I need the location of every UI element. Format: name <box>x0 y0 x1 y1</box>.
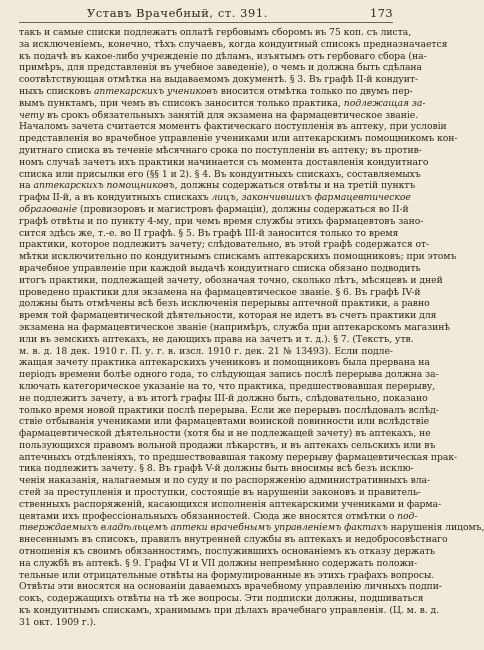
text-line: къ кондуитнымъ спискамъ, хранимымъ при дѣлахъ врачебнаго управленія. (Ц. м. в. д. <box>19 605 440 617</box>
text-line: жащая зачету практика аптекарскихъ учениковъ и помощниковъ была прервана на <box>19 357 430 369</box>
text-line: графѣ отвѣты и по пункту 4-му, при чемъ время службы этихъ фармацевтовъ зано- <box>19 215 424 227</box>
text-line: номъ случаѣ зачетъ ихъ практики начинается съ момента доставленія кондуитнаго <box>19 156 429 168</box>
text-line: стей за преступленія и проступки, состоящіе въ нарушеніи законовъ и правитель- <box>19 487 421 499</box>
text-line: тика подлежитъ зачету. § 8. Въ графѣ V-й должны быть вносимы всѣ безъ исклю- <box>19 463 414 475</box>
text-line: на аптекарскихъ помощниковъ, должны содержаться отвѣты и на третій пунктъ <box>19 180 416 192</box>
running-head: Уставъ Врачебный, ст. 391. <box>87 6 268 20</box>
text-line: ныхъ списковъ аптекарскихъ учениковъ вносится отмѣтка только по двумъ пер- <box>19 85 413 97</box>
text-line: образованіе (провизоровъ и магистровъ фармаціи), должны содержаться во II-й <box>19 203 409 215</box>
text-line: такъ и самые списки подлежатъ оплатѣ гербовымъ сборомъ въ 75 коп. съ листа, <box>19 27 412 38</box>
text-line: врачебное управленіе при каждой выдачѣ кондуитнаго списка обязано подводить <box>19 262 421 274</box>
text-line: къ подачѣ въ какое-либо учрежденіе по дѣламъ, изъятымъ отъ гербоваго сбора (на- <box>19 50 427 62</box>
page-header <box>19 6 393 23</box>
text-line: тельные или отрицательные отвѣты на формулированные въ этихъ графахъ вопросы. <box>19 569 435 581</box>
text-line: не подлежитъ зачету, а въ итогѣ графы III-й должно быть, слѣдовательно, показано <box>19 392 428 404</box>
text-line: ключать категорическое указаніе на то, что практика, предшествовавшая перерыву, <box>19 380 436 392</box>
body-text <box>19 27 484 629</box>
text-line: м. в. д. 18 дек. 1910 г. П. у. г. в. изсл. 1910 г. дек. 21 № 13493). Если подле- <box>19 345 393 357</box>
text-line: сится здѣсь же, т.-е. во II графѣ. § 5. Въ графѣ III-й заносится только то время <box>19 227 399 239</box>
text-line: ственныхъ распоряженій, касающихся исполненія аптекарскими учениками и фарма- <box>19 498 442 510</box>
text-line: итогъ практики, подлежащей зачету, обозначая точно, сколько лѣтъ, мѣсяцевъ и дней <box>19 274 443 286</box>
text-line: вымъ пунктамъ, при чемъ въ списокъ заносится только практика, подлежащая за- <box>19 97 426 109</box>
text-line: должны быть отмѣчены всѣ безъ исключенія перерывы аптечной практики, а равно <box>19 298 430 310</box>
text-line: на службѣ въ аптекѣ. § 9. Графы VI и VII должны непремѣнно содержать положи- <box>19 557 418 569</box>
text-line: аптечныхъ отдѣленіяхъ, то предшествовавшая такому перерыву фармацевтическая прак- <box>19 451 458 463</box>
text-line: за исключеніемъ, конечно, тѣхъ случаевъ, когда кондуитный списокъ предназначается <box>19 38 448 50</box>
text-line: Отвѣты эти вносятся на основаніи даваемыхъ врачебному управленію личныхъ подпи- <box>19 581 442 593</box>
text-line: отношенія къ своимъ обязанностямъ, послужившихъ основаніемъ къ отказу держать <box>19 546 435 558</box>
text-line: примѣръ, для представленія въ учебное заведеніе), о чемъ и должна быть сдѣлана <box>19 62 423 74</box>
text-line: практики, которое подлежитъ зачету; слѣдовательно, въ этой графѣ содержатся от- <box>19 239 430 251</box>
text-line: цевтами ихъ профессіональныхъ обязанностей. Сюда же вносятся отмѣтки о под- <box>19 510 418 522</box>
page-number: 173 <box>370 6 393 20</box>
text-line: только время новой практики послѣ перерыва. Если же перерывъ послѣдовалъ вслѣд- <box>19 404 439 416</box>
text-line: чету въ срокъ обязательныхъ занятій для экзамена на фармацевтическое званіе. <box>19 109 419 121</box>
text-line: представленія во врачебное управленіе учениками или аптекарскимъ помощникомъ кон- <box>19 133 458 145</box>
text-line: или въ земскихъ аптекахъ, не дающихъ права на зачетъ и т. д.). § 7. (Текстъ, утв. <box>19 333 414 345</box>
text-line: мѣтки исключительно по кондуитнымъ спискамъ аптекарскихъ помощниковъ; при этомъ <box>19 251 457 263</box>
text-line: фармацевтической дѣятельности (хотя бы и не подлежащей зачету) въ аптекахъ, не <box>19 428 431 440</box>
text-line: дуитнаго списка въ теченіе мѣсячнаго срока по поступленіи въ аптеку; въ против- <box>19 144 422 156</box>
text-line: 31 окт. 1909 г.). <box>19 616 97 628</box>
text-line: ченія наказанія, налагаемыя и по суду и по распоряженію административныхъ вла- <box>19 475 431 487</box>
text-line: соотвѣтствующая отмѣтка на выдаваемомъ документѣ. § 3. Въ графѣ II-й кондуит- <box>19 74 419 86</box>
text-line: пользующихся правомъ вольной продажи лѣкарствъ, и въ аптекахъ сельскихъ или въ <box>19 439 436 451</box>
text-line: Началомъ зачета считается моментъ фактическаго поступленія въ аптеку, при условіи <box>19 121 447 133</box>
text-line: тверждаемыхъ владѣльцемъ аптеки врачебнымъ управленіемъ фактахъ нарушенія лицомъ, <box>19 522 484 534</box>
text-line: періодъ времени болѣе одного года, то слѣдующая запись послѣ перерыва должна за- <box>19 369 439 381</box>
text-line: списка или присылки его (§§ 1 и 2). § 4. Въ кондуитныхъ спискахъ, составляемыхъ <box>19 168 421 180</box>
text-line: внесеннымъ въ списокъ, правилъ внутренней службы въ аптекахъ и недобросовѣстнаго <box>19 534 448 546</box>
text-line: экзамена на фармацевтическое званіе (напримѣръ, служба при аптекарскомъ магазинѣ <box>19 321 450 333</box>
text-line: графы II-й, а въ кондуитныхъ спискахъ лицъ, закончившихъ фармацевтическое <box>19 192 411 204</box>
text-line: сокъ, содержащихъ отвѣты на тѣ же вопросы. Эти подписки должны, подшиваться <box>19 593 424 605</box>
text-line: проведено практики для экзамена на фармацевтическое званіе. § 6. Въ графѣ IV-й <box>19 286 421 298</box>
text-line: ствіе отбыванія учениками или фармацевтами воинской повинности или вслѣдствіе <box>19 416 430 428</box>
text-line: время той фармацевтической дѣятельности, которая не идетъ въ счетъ практики для <box>19 310 437 322</box>
